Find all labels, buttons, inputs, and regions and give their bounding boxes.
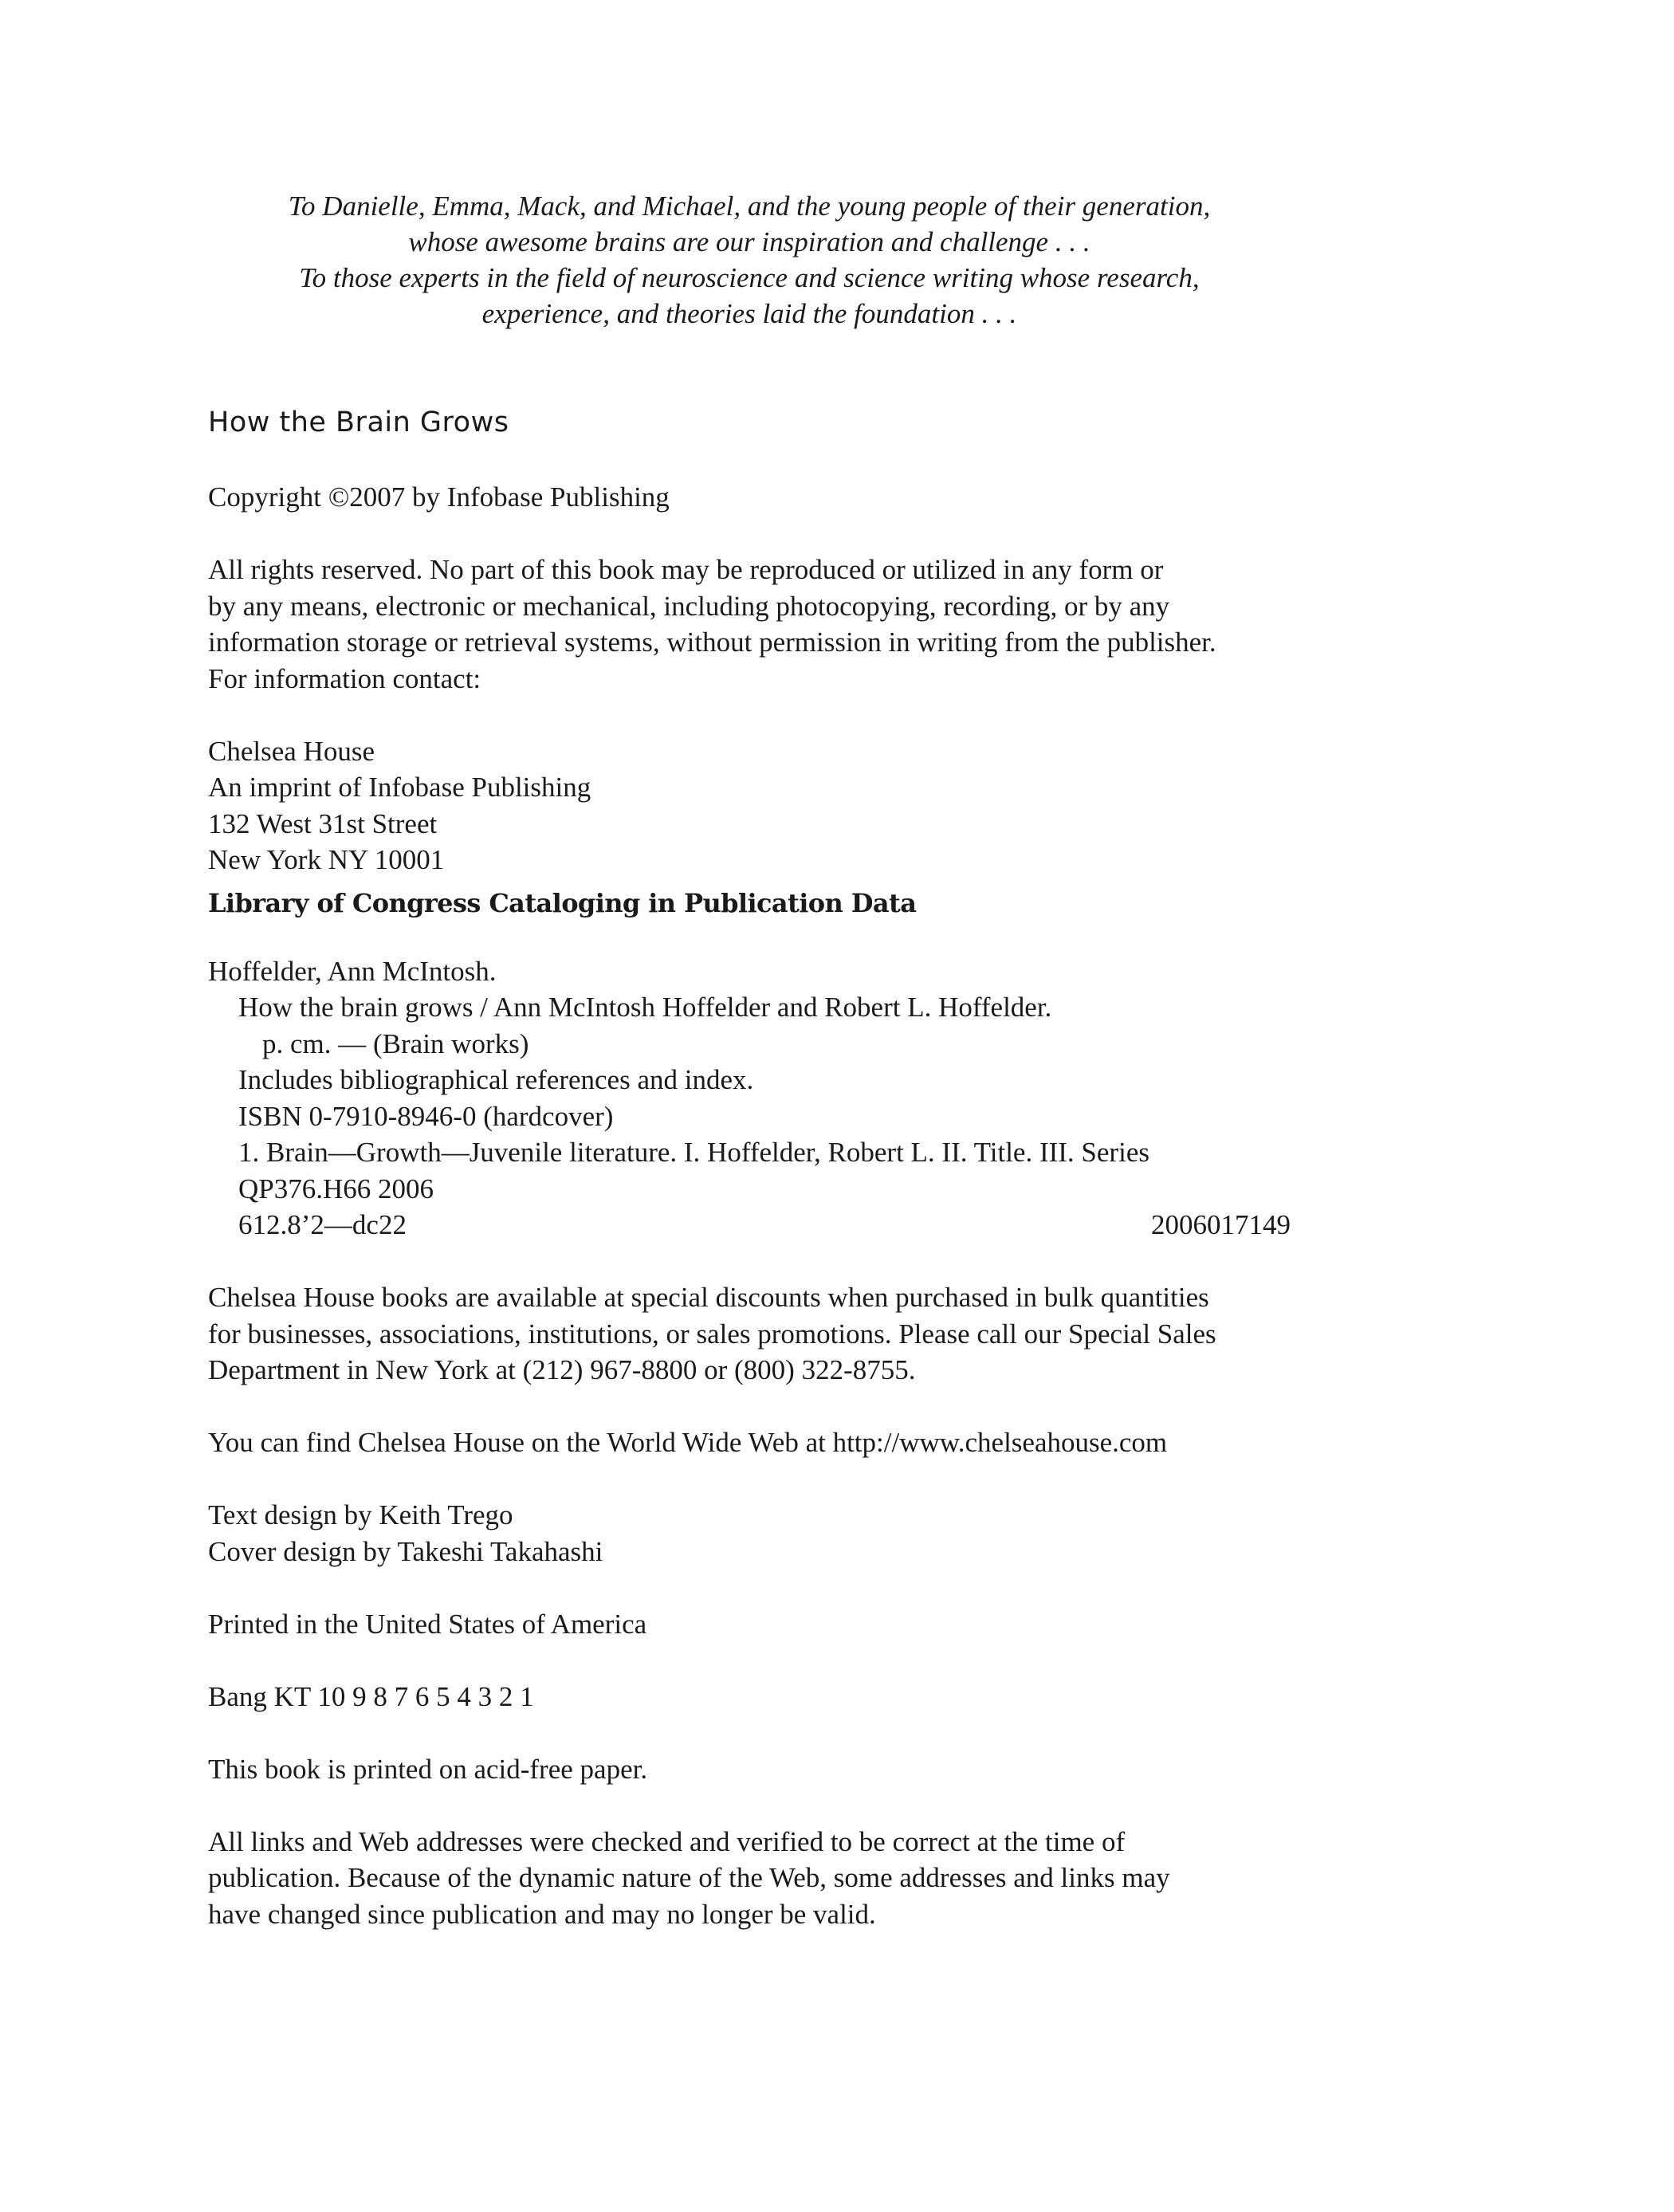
rights-paragraph: [208, 552, 1308, 697]
cip-lc-class: QP376.H66 2006: [238, 1173, 434, 1204]
cip-bibliography: Includes bibliographical references and index.: [238, 1064, 754, 1095]
cip-lccn: 2006017149: [1151, 1209, 1291, 1240]
design-credits: [208, 1497, 1308, 1570]
web-address-line: You can find Chelsea House on the World Wide Web at http://www.chelseahouse.com: [208, 1427, 1168, 1458]
cip-record: [208, 953, 1308, 1244]
links-note-line: publication. Because of the dynamic nature of the Web, some addresses and links may: [208, 1862, 1170, 1893]
cip-author: Hoffelder, Ann McIntosh.: [208, 955, 497, 987]
sales-line: Department in New York at (212) 967-8800 or (800) 322-8755.: [208, 1354, 916, 1385]
printer-key-line: Bang KT 10 9 8 7 6 5 4 3 2 1: [208, 1680, 534, 1712]
rights-line: All rights reserved. No part of this book may be reproduced or utilized in any form or: [208, 554, 1164, 585]
dedication: [207, 188, 1291, 332]
publisher-address: [208, 733, 1308, 878]
imprint-block: [208, 403, 1308, 1932]
rights-line: by any means, electronic or mechanical, including photocopying, recording, or by any: [208, 590, 1170, 622]
dedication-line: To Danielle, Emma, Mack, and Michael, and the young people of their generation,: [288, 191, 1211, 222]
cip-dewey: 612.8’2—dc22: [238, 1209, 407, 1240]
publisher-line: Chelsea House: [208, 735, 375, 767]
links-note-line: All links and Web addresses were checked and verified to be correct at the time of: [208, 1825, 1126, 1857]
publisher-line: 132 West 31st Street: [208, 807, 438, 839]
book-title: How the Brain Grows: [208, 407, 509, 438]
dedication-line: experience, and theories laid the foundation . . .: [481, 298, 1017, 329]
cip-series: p. cm. — (Brain works): [262, 1027, 529, 1059]
dedication-line: whose awesome brains are our inspiration and challenge . . .: [408, 226, 1090, 257]
copyright-line: Copyright ©2007 by Infobase Publishing: [208, 481, 670, 513]
publisher-line: An imprint of Infobase Publishing: [208, 772, 591, 803]
rights-line: For information contact:: [208, 662, 481, 694]
credit-line: Text design by Keith Trego: [208, 1499, 513, 1530]
publisher-line: New York NY 10001: [208, 844, 445, 875]
printed-in-line: Printed in the United States of America: [208, 1608, 647, 1640]
dedication-line: To those experts in the field of neuroscience and science writing whose research,: [299, 262, 1200, 293]
cip-isbn: ISBN 0-7910-8946-0 (hardcover): [238, 1100, 614, 1132]
cip-dewey-row: [208, 1207, 1291, 1244]
acid-free-line: This book is printed on acid-free paper.: [208, 1753, 648, 1785]
rights-line: information storage or retrieval systems, without permission in writing from the publisher.: [208, 627, 1216, 658]
cip-title: How the brain grows / Ann McIntosh Hoffelder and Robert L. Hoffelder.: [238, 992, 1052, 1023]
links-note-line: have changed since publication and may no longer be valid.: [208, 1898, 876, 1930]
sales-line: Chelsea House books are available at special discounts when purchased in bulk quantities: [208, 1282, 1209, 1313]
credit-line: Cover design by Takeshi Takahashi: [208, 1535, 603, 1567]
sales-paragraph: [208, 1279, 1308, 1389]
cip-subjects: 1. Brain—Growth—Juvenile literature. I. Hoffelder, Robert L. II. Title. III. Series: [238, 1137, 1149, 1168]
links-note: [208, 1824, 1308, 1933]
cip-heading: Library of Congress Cataloging in Publication Data: [208, 887, 917, 918]
sales-line: for businesses, associations, institutions, or sales promotions. Please call our Special Sales: [208, 1318, 1216, 1350]
